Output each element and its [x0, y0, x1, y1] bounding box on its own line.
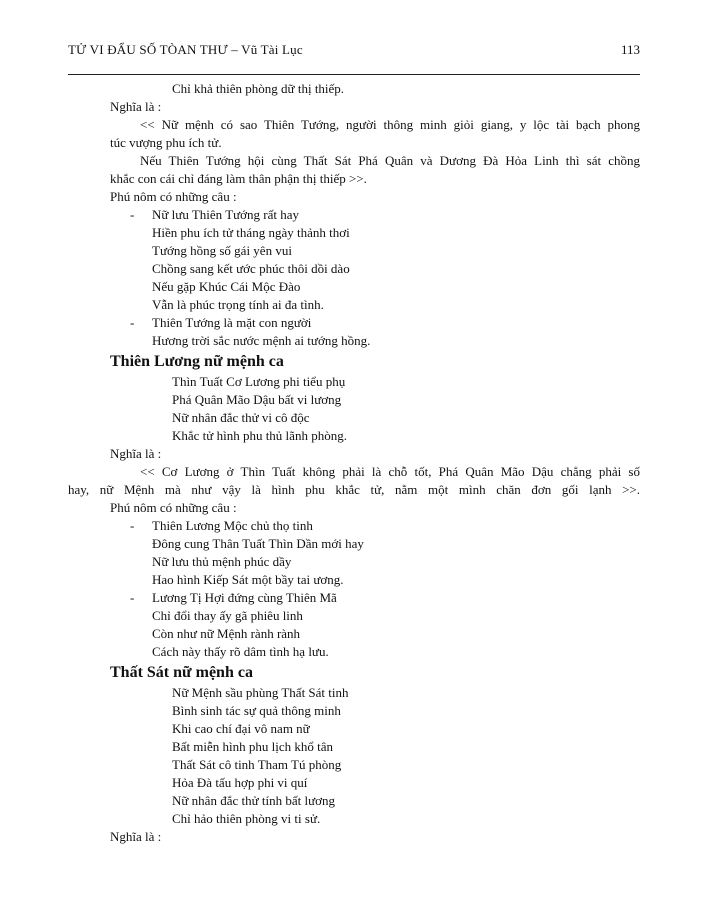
verse-line: Chồng sang kết ước phúc thôi dồi dào [152, 261, 350, 276]
list-item [110, 517, 640, 535]
verse-line: Chỉ đổi thay ấy gã phiêu linh [152, 608, 303, 623]
paragraph-line: Nếu Thiên Tướng hội cùng Thất Sát Phá Quân và Dương Đà Hỏa Linh thì sát chồng [140, 153, 640, 168]
verse-line: Nữ nhân đắc thử tính bất lương [172, 793, 336, 808]
verse-line: Cách này thấy rõ dâm tình hạ lưu. [152, 644, 329, 659]
section-heading: Thiên Lương nữ mệnh ca [110, 353, 284, 370]
verse-line: Chỉ khả thiên phòng dữ thị thiếp. [172, 81, 345, 96]
dash-bullet: - [130, 518, 135, 533]
verse-line: Nếu gặp Khúc Cái Mộc Đào [152, 279, 301, 294]
paragraph-line: << Nữ mệnh có sao Thiên Tướng, người thông minh giỏi giang, y lộc tài bạch phong [140, 117, 640, 132]
list-item [110, 314, 640, 332]
verse-line: Nữ lưu Thiên Tướng rất hay [152, 207, 300, 222]
paragraph-line: khắc con cái chỉ đáng làm thân phận thị thiếp >>. [110, 171, 367, 186]
verse-line: Chỉ hảo thiên phòng vi ti sử. [172, 811, 321, 826]
verse-line: Khắc tử hình phu thủ lãnh phòng. [172, 428, 347, 443]
verse-line: Hỏa Đà tấu hợp phi vi quí [172, 775, 308, 790]
page-number: 113 [620, 42, 640, 57]
header-divider [68, 74, 640, 75]
verse-line: Nữ Mệnh sầu phùng Thất Sát tinh [172, 685, 349, 700]
verse-line: Đông cung Thân Tuất Thìn Dần mới hay [152, 536, 364, 551]
paragraph-line: hay, nữ Mệnh mà như vậy là hình phu khắc tử, nằm một mình chăn đơn gối lạnh >>. [68, 482, 640, 497]
list-item [110, 589, 640, 607]
verse-line: Bất miễn hình phu lịch khổ tân [172, 739, 334, 754]
verse-line: Nữ lưu thủ mệnh phúc dầy [152, 554, 292, 569]
verse-line: Hiền phu ích tử tháng ngày thảnh thơi [152, 225, 350, 240]
verse-line: Hao hình Kiếp Sát một bầy tai ương. [152, 572, 344, 587]
page-body [68, 80, 640, 846]
verse-line: Hương trời sắc nước mệnh ai tướng hồng. [152, 333, 371, 348]
verse-line: Thất Sát cô tinh Tham Tú phòng [172, 757, 342, 772]
verse-line: Phá Quân Mão Dậu bất vi lương [172, 392, 342, 407]
dash-bullet: - [130, 207, 135, 222]
verse-line: Khi cao chí đại vô nam nữ [172, 721, 310, 736]
dash-bullet: - [130, 315, 135, 330]
meaning-label: Nghĩa là : [110, 446, 162, 461]
verse-line: Lương Tị Hợi đứng cùng Thiên Mã [152, 590, 337, 605]
list-item [110, 206, 640, 224]
phu-nom-label: Phú nôm có những câu : [110, 500, 237, 515]
paragraph-line: << Cơ Lương ở Thìn Tuất không phải là chỗ tốt, Phá Quân Mão Dậu chẳng phải số [140, 464, 640, 479]
book-title: TỬ VI ĐẨU SỐ TÒAN THƯ – Vũ Tài Lục [68, 42, 303, 57]
section-heading: Thất Sát nữ mệnh ca [110, 664, 253, 681]
verse-line: Thìn Tuất Cơ Lương phi tiểu phụ [172, 374, 346, 389]
verse-line: Nữ nhân đắc thử vi cô độc [172, 410, 310, 425]
meaning-label: Nghĩa là : [110, 99, 162, 114]
page-header [68, 42, 640, 62]
paragraph-line: túc vượng phu ích tử. [110, 135, 222, 150]
verse-line: Còn như nữ Mệnh rành rành [152, 626, 301, 641]
verse-line: Thiên Lương Mộc chủ thọ tinh [152, 518, 313, 533]
meaning-label: Nghĩa là : [110, 829, 162, 844]
verse-line: Vẫn là phúc trọng tính ai đa tình. [152, 297, 324, 312]
verse-line: Tướng hồng số gái yên vui [152, 243, 292, 258]
phu-nom-label: Phú nôm có những câu : [110, 189, 237, 204]
dash-bullet: - [130, 590, 135, 605]
verse-line: Thiên Tướng là mặt con người [152, 315, 312, 330]
verse-line: Bình sinh tác sự quả thông minh [172, 703, 341, 718]
